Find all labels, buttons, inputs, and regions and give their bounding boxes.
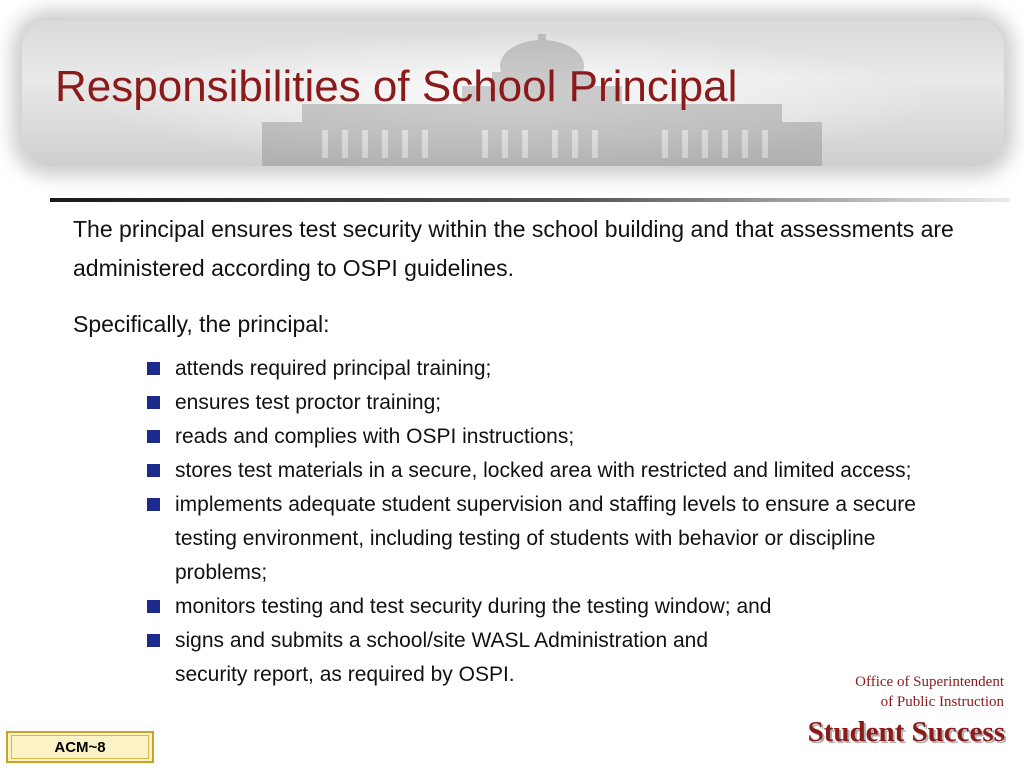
list-item-text: monitors testing and test security during the testing window; and: [175, 595, 772, 618]
square-bullet-icon: [147, 362, 160, 375]
lead-paragraph: Specifically, the principal:: [73, 311, 330, 337]
square-bullet-icon: [147, 634, 160, 647]
square-bullet-icon: [147, 498, 160, 511]
slide-code-label: ACM~8: [11, 735, 149, 759]
list-item: [147, 590, 947, 624]
ospi-office-label: [855, 672, 1004, 712]
slide-title: Responsibilities of School Principal: [55, 62, 738, 111]
office-line-1: Office of Superintendent: [855, 674, 1004, 690]
title-divider: [50, 198, 1010, 202]
square-bullet-icon: [147, 600, 160, 613]
list-item: [147, 488, 947, 590]
intro-paragraph: The principal ensures test security within the school building and that assessments are administered according to OSPI guidelines.: [73, 216, 954, 281]
square-bullet-icon: [147, 430, 160, 443]
list-item-text: attends required principal training;: [175, 357, 492, 380]
list-item-text: reads and complies with OSPI instructions;: [175, 425, 575, 448]
list-item: [147, 454, 947, 488]
student-success-tagline: Student Success: [807, 716, 1005, 748]
slide-code-badge: [6, 731, 154, 763]
list-item-text: ensures test proctor training;: [175, 391, 442, 414]
office-line-2: of Public Instruction: [880, 694, 1004, 710]
responsibility-list: [147, 352, 947, 692]
header-banner: [22, 20, 1004, 166]
list-item-text: signs and submits a school/site WASL Administration and security report, as required by OSPI.: [175, 629, 709, 686]
square-bullet-icon: [147, 464, 160, 477]
list-item-text: implements adequate student supervision and staffing levels to ensure a secure testing environment, including testing of students with behavior or discipline problems;: [175, 493, 916, 584]
square-bullet-icon: [147, 396, 160, 409]
list-item: [147, 386, 947, 420]
list-item: [147, 420, 947, 454]
list-item: [147, 352, 947, 386]
list-item: [147, 624, 947, 692]
list-item-text: stores test materials in a secure, locked area with restricted and limited access;: [175, 459, 912, 482]
